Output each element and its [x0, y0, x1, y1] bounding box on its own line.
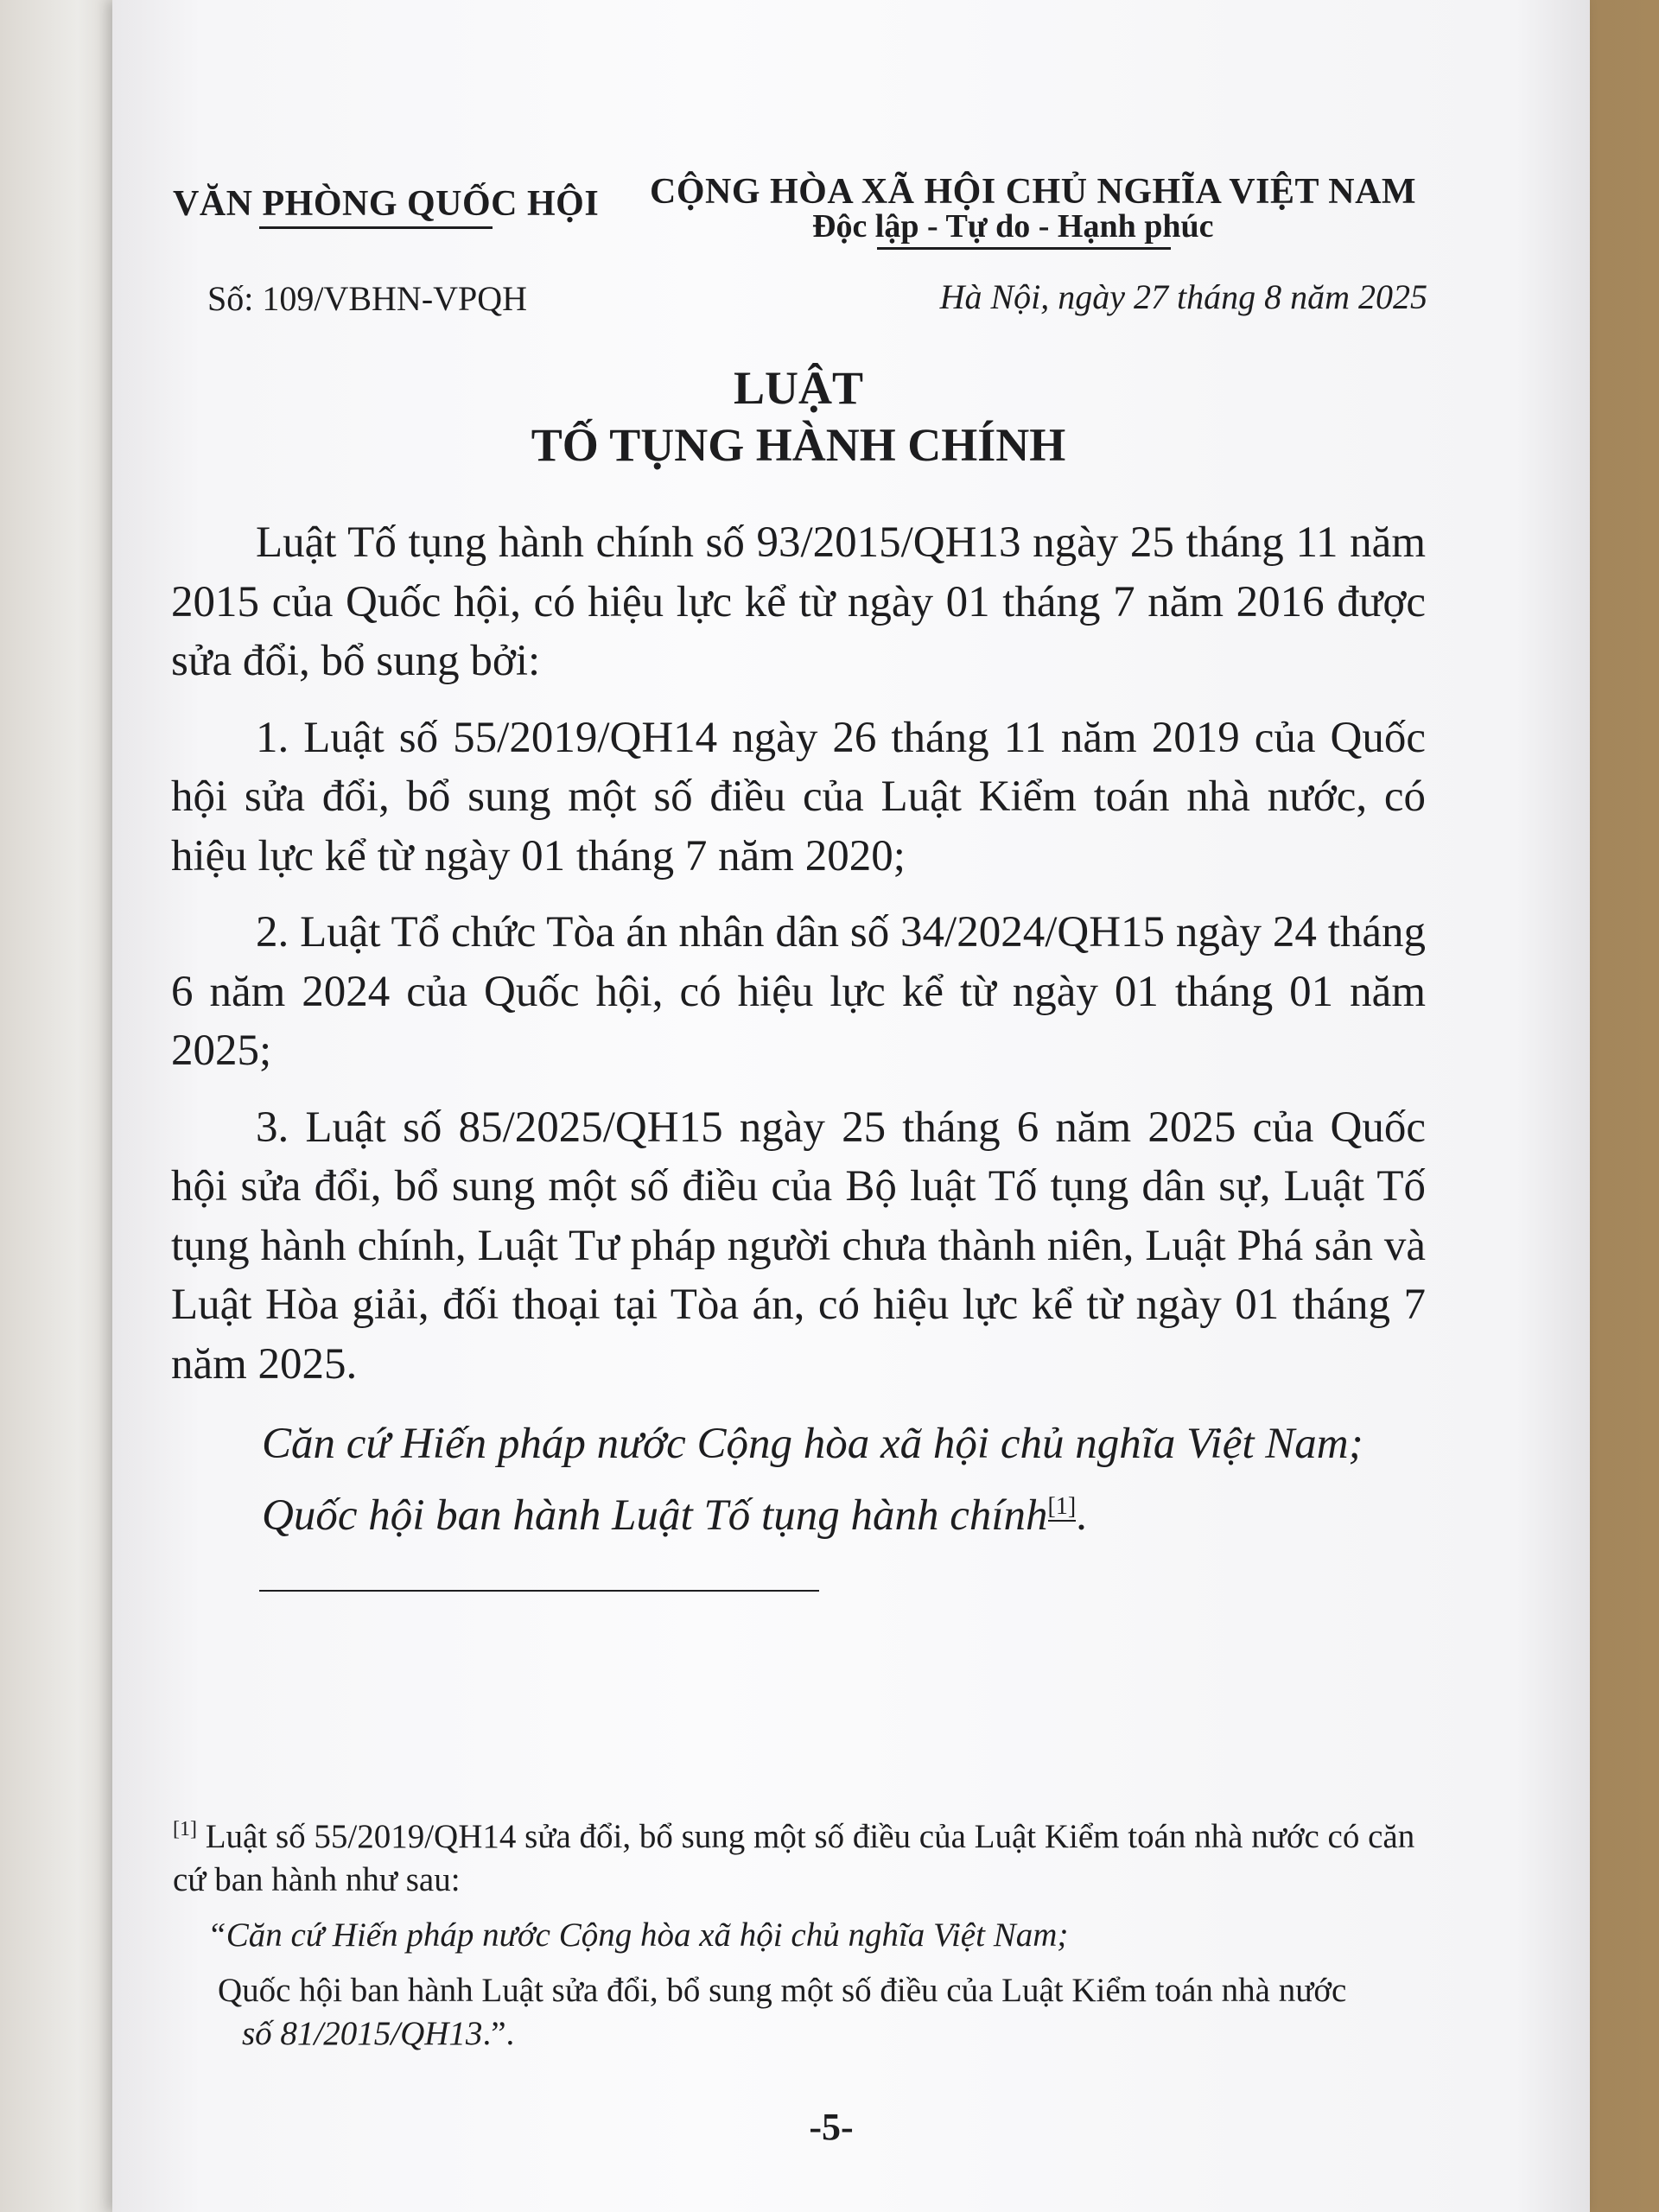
motto-underline	[877, 247, 1171, 250]
republic-name: CỘNG HÒA XÃ HỘI CHỦ NGHĨA VIỆT NAM	[650, 172, 1417, 212]
page-number: -5-	[809, 2106, 854, 2148]
constitutional-basis: Căn cứ Hiến pháp nước Cộng hòa xã hội chủ nghĩa Việt Nam;	[262, 1420, 1363, 1468]
footnote-text: Luật số 55/2019/QH14 sửa đổi, bổ sung một số điều của Luật Kiểm toán nhà nước có căn cứ ban hành như sau:	[173, 1818, 1415, 1898]
enactment-clause	[171, 1486, 1426, 1546]
footnote-marker: [1]	[173, 1818, 197, 1840]
law-title-line2: TỐ TỤNG HÀNH CHÍNH	[531, 419, 1066, 471]
office-underline	[259, 226, 493, 229]
footnote-quote-end: .”.	[482, 2015, 515, 2052]
issuing-office: VĂN PHÒNG QUỐC HỘI	[173, 184, 600, 224]
amendment-item-2: 2. Luật Tổ chức Tòa án nhân dân số 34/2024/QH15 ngày 24 tháng 6 năm 2024 của Quốc hội, có hiệu lực kể từ ngày 01 tháng 01 năm 2025;	[171, 908, 1426, 1075]
footnote-quote-line1: “Căn cứ Hiến pháp nước Cộng hòa xã hội chủ nghĩa Việt Nam;	[207, 1916, 1069, 1954]
amendment-item-3: 3. Luật số 85/2025/QH15 ngày 25 tháng 6 năm 2025 của Quốc hội sửa đổi, bổ sung một số điều của Bộ luật Tố tụng dân sự, Luật Tố tụng hành chính, Luật Tư pháp người chưa thành niên, Luật Phá sản và Luật Hòa giải, đối thoại tại Tòa án, có hiệu lực kể từ ngày 01 tháng 7 năm 2025.	[171, 1103, 1426, 1389]
footnote-quote-line2: Quốc hội ban hành Luật sửa đổi, bổ sung một số điều của Luật Kiểm toán nhà nước	[218, 1972, 1347, 2009]
enactment-text: Quốc hội ban hành Luật Tố tụng hành chính	[262, 1491, 1048, 1540]
enactment-period: .	[1076, 1491, 1087, 1540]
law-preamble	[171, 513, 1426, 1545]
preamble-intro: Luật Tố tụng hành chính số 93/2015/QH13 ngày 25 tháng 11 năm 2015 của Quốc hội, có hiệu lực kể từ ngày 01 tháng 7 năm 2016 được sửa đổi, bổ sung bởi:	[171, 518, 1426, 685]
amendment-item-1: 1. Luật số 55/2019/QH14 ngày 26 tháng 11 năm 2019 của Quốc hội sửa đổi, bổ sung một số điều của Luật Kiểm toán nhà nước, có hiệu lực kể từ ngày 01 tháng 7 năm 2020;	[171, 713, 1426, 880]
footnote-separator	[259, 1590, 819, 1592]
footnote-law-number: số 81/2015/QH13	[242, 2015, 483, 2052]
footnote	[173, 1808, 1434, 2056]
law-title-line1: LUẬT	[733, 362, 864, 414]
document-number: Số: 109/VBHN-VPQH	[207, 279, 528, 318]
national-motto: Độc lập - Tự do - Hạnh phúc	[812, 208, 1214, 245]
place-date: Hà Nội, ngày 27 tháng 8 năm 2025	[939, 277, 1427, 316]
footnote-reference: [1]	[1047, 1492, 1077, 1520]
